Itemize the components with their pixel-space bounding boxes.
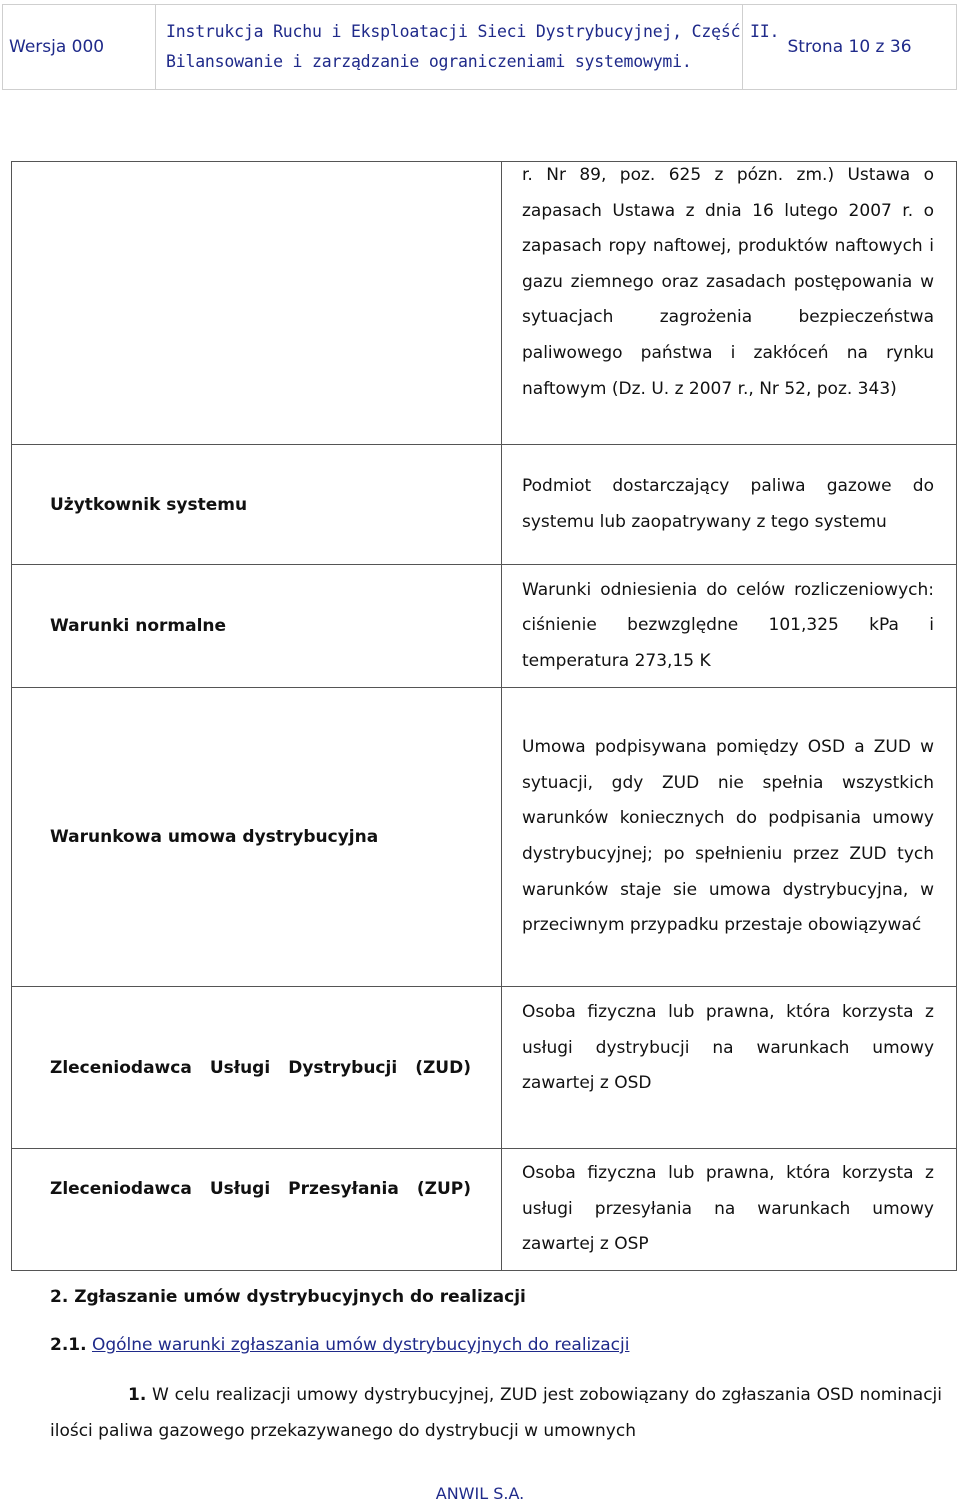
definition-row [12, 688, 957, 987]
page-footer: ANWIL S.A. [435, 1484, 525, 1503]
definition-description: r. Nr 89, poz. 625 z pózn. zm.) Ustawa o zapasach Ustawa z dnia 16 lutego 2007 r. o zapasach ropy naftowej, produktów naftowych i gazu ziemnego oraz zasadach postępowania w sytuacjach zagrożenia bezpieczeństwa paliwowego państwa i zakłóceń na rynku naftowym (Dz. U. z 2007 r., Nr 52, poz. 343) [502, 162, 957, 445]
definition-term: Zleceniodawca Usługi Przesyłania (ZUP) [12, 1149, 502, 1271]
paragraph [50, 1377, 942, 1449]
definition-row [12, 565, 957, 688]
definition-row [12, 162, 957, 445]
subsection-title-link[interactable]: Ogólne warunki zgłaszania umów dystrybucyjnych do realizacji [91, 1335, 630, 1355]
document-title-line-2: Bilansowanie i zarządzanie ograniczeniami systemowymi. [166, 52, 692, 71]
definitions-table [11, 161, 957, 1271]
definition-term: Zleceniodawca Usługi Dystrybucji (ZUD) [12, 987, 502, 1149]
definition-description: Umowa podpisywana pomiędzy OSD a ZUD w sytuacji, gdy ZUD nie spełnia wszystkich warunków koniecznych do podpisania umowy dystrybucyjnej; po spełnieniu przez ZUD tych warunków staje sie umowa dystrybucyjna, w przeciwnym przypadku przestaje obowiązywać [502, 688, 957, 987]
page-header [2, 4, 957, 90]
document-title [155, 5, 780, 89]
definition-term [12, 162, 502, 445]
subsection-number: 2.1. [50, 1335, 87, 1355]
definition-row [12, 987, 957, 1149]
paragraph-number: 1. [128, 1385, 147, 1405]
definition-description: Podmiot dostarczający paliwa gazowe do systemu lub zaopatrywany z tego systemu [502, 445, 957, 565]
definition-term: Użytkownik systemu [12, 445, 502, 565]
section-heading: 2. Zgłaszanie umów dystrybucyjnych do realizacji [50, 1287, 526, 1307]
definition-description: Osoba fizyczna lub prawna, która korzysta z usługi dystrybucji na warunkach umowy zawartej z OSD [502, 987, 957, 1149]
definition-description: Warunki odniesienia do celów rozliczeniowych: ciśnienie bezwzględne 101,325 kPa i temperatura 273,15 K [502, 565, 957, 688]
subsection-heading [50, 1331, 629, 1359]
definition-term: Warunki normalne [12, 565, 502, 688]
definition-description: Osoba fizyczna lub prawna, która korzysta z usługi przesyłania na warunkach umowy zawartej z OSP [502, 1149, 957, 1271]
definition-row [12, 1149, 957, 1271]
page-number: Strona 10 z 36 [787, 37, 912, 57]
document-version: Wersja 000 [9, 37, 105, 57]
paragraph-text: W celu realizacji umowy dystrybucyjnej, ZUD jest zobowiązany do zgłaszania OSD nominacji ilości paliwa gazowego przekazywanego do dystrybucji w umownych [50, 1385, 942, 1441]
definition-row [12, 445, 957, 565]
document-title-line-1: Instrukcja Ruchu i Eksploatacji Sieci Dystrybucyjnej, Część II. [166, 22, 780, 41]
definition-term: Warunkowa umowa dystrybucyjna [12, 688, 502, 987]
